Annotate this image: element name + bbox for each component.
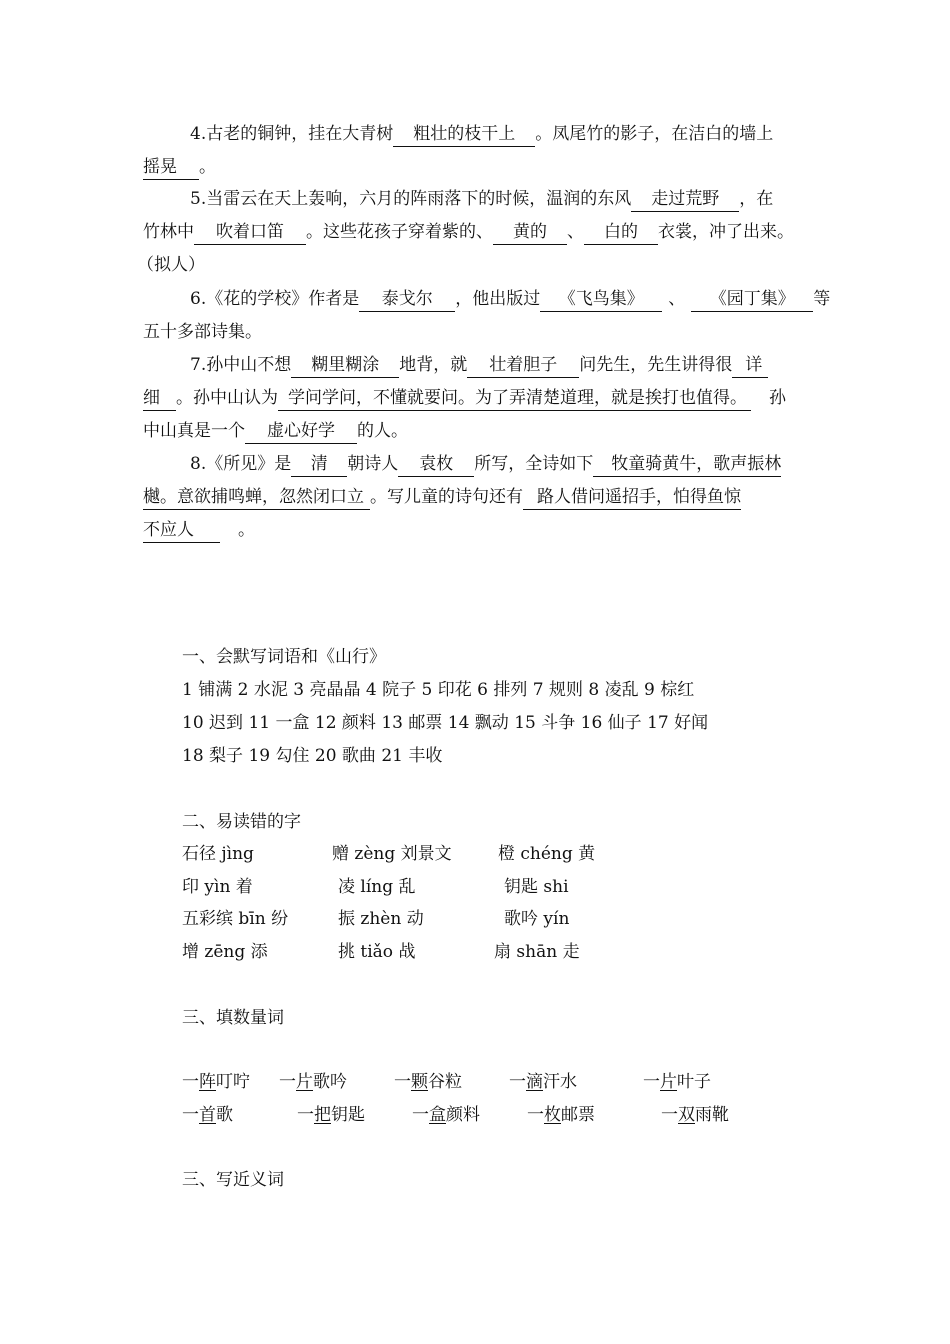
q4-answer-blank: 摇晃 [143,155,199,180]
pinyin-item: 石径 jìng [182,844,254,864]
measure-word-item: 一滴汗水 [509,1072,577,1092]
q4-line-1 [190,121,773,147]
q7-answer-blank: 细 [143,386,176,411]
q6-text: ，他出版过 [455,289,541,309]
q4-text: 。凤尾竹的影子，在洁白的墙上 [535,124,774,144]
measure-word-item: 一把钥匙 [297,1105,365,1125]
q4-line-2 [143,154,216,180]
q6-line-2 [143,319,262,345]
q7-line-3 [143,418,408,444]
pinyin-item: 橙 chéng 黄 [498,844,596,864]
q7-line-1 [190,352,768,378]
q7-line-2 [143,385,786,411]
q8-text: 所写，全诗如下 [474,454,594,474]
measure-word-item: 一枚邮票 [527,1105,595,1125]
q5-note: （拟人） [137,255,205,275]
pinyin-item: 增 zēng 添 [182,942,268,962]
q5-line-2 [143,219,794,245]
pinyin-item: 振 zhèn 动 [338,909,424,929]
q5-line-3 [137,252,205,278]
measure-word-item: 一首歌 [182,1105,233,1125]
q5-text: 。这些花孩子穿着紫的、 [306,222,493,242]
word-list-line: 10 迟到 11 一盒 12 颜料 13 邮票 14 飘动 15 斗争 16 仙子 17 好闻 [182,713,709,733]
pinyin-item: 印 yìn 着 [182,877,253,897]
q7-text: 问先生，先生讲得很 [579,355,733,375]
q6-answer-blank: 《园丁集》 [691,287,813,312]
section-title: 一、会默写词语和《山行》 [182,647,386,667]
q5-answer-blank: 黄的 [493,220,567,245]
q6-text: 五十多部诗集。 [143,322,262,342]
q7-text: 7.孙中山不想 [190,355,292,375]
q5-text: 竹林中 [143,222,194,242]
q8-answer-blank: 不应人 [143,518,220,543]
q7-text: 孙 [769,388,786,408]
q8-line-3 [143,517,255,543]
pinyin-item: 歌吟 yín [504,909,570,929]
pinyin-item: 凌 líng 乱 [338,877,416,897]
section-title: 二、易读错的字 [182,812,301,832]
q8-text: 朝诗人 [347,454,399,474]
q4-text: 。 [199,157,216,177]
q8-answer-blank: 牧童骑黄牛，歌声振林 [593,452,781,477]
q7-answer-blank: 壮着胆子 [467,353,579,378]
q4-text: 4.古老的铜钟，挂在大青树 [190,124,394,144]
q8-text: 。写儿童的诗句还有 [370,487,523,507]
q8-answer-blank: 袁枚 [398,452,474,477]
q5-text: 5.当雷云在天上轰响，六月的阵雨落下的时候，温润的东风 [190,189,632,209]
q8-answer-blank: 清 [291,452,347,477]
q5-text: ，在 [739,189,774,209]
pinyin-item: 五彩缤 bīn 纷 [182,909,289,929]
q5-answer-blank: 白的 [584,220,658,245]
q5-answer-blank: 吹着口笛 [194,220,306,245]
q7-answer-blank: 糊里糊涂 [291,353,399,378]
measure-word-item: 一片叶子 [643,1072,711,1092]
section-title: 三、填数量词 [182,1008,284,1028]
q7-answer-blank: 学问学问，不懂就要问。为了弄清楚道理，就是挨打也值得。 [278,386,751,411]
q8-answer-blank: 路人借问遥招手，怕得鱼惊 [523,485,741,510]
section-title: 三、写近义词 [182,1170,284,1190]
q5-answer-blank: 走过荒野 [631,187,739,212]
q7-text: 地背，就 [399,355,468,375]
q6-text: 等 [813,289,831,309]
measure-word-item: 一片歌吟 [279,1072,347,1092]
q6-text: 、 [668,289,686,309]
q6-text: 6.《花的学校》作者是 [190,289,360,309]
pinyin-item: 钥匙 shi [504,877,569,897]
q5-text: 、 [567,222,584,242]
pinyin-item: 挑 tiǎo 战 [338,942,416,962]
q7-answer-blank: 虚心好学 [245,419,357,444]
q5-line-1 [190,186,773,212]
q7-text: 。孙中山认为 [176,388,278,408]
pinyin-item: 扇 shān 走 [494,942,580,962]
q6-answer-blank: 泰戈尔 [359,287,455,312]
q8-line-2 [143,484,741,510]
q8-answer-blank: 樾。意欲捕鸣蝉，忽然闭口立 [143,485,370,510]
q8-text: 。 [238,520,255,540]
measure-word-item: 一颗谷粒 [394,1072,462,1092]
q6-answer-blank: 《飞鸟集》 [540,287,662,312]
q5-text: 衣裳，冲了出来。 [658,222,794,242]
q8-line-1 [190,451,781,477]
measure-word-item: 一双雨靴 [661,1105,729,1125]
q8-text: 8.《所见》是 [190,454,292,474]
measure-word-item: 一阵叮咛 [182,1072,250,1092]
q4-answer-blank: 粗壮的枝干上 [393,122,535,147]
pinyin-item: 赠 zèng 刘景文 [332,844,452,864]
word-list-line: 18 梨子 19 勾住 20 歌曲 21 丰收 [182,746,443,766]
q7-text: 中山真是一个 [143,421,245,441]
q7-text: 的人。 [357,421,408,441]
q7-answer-blank: 详 [732,353,768,378]
q6-line-1 [190,286,830,312]
word-list-line: 1 铺满 2 水泥 3 亮晶晶 4 院子 5 印花 6 排列 7 规则 8 凌乱 9 棕红 [182,680,695,700]
measure-word-item: 一盒颜料 [412,1105,480,1125]
